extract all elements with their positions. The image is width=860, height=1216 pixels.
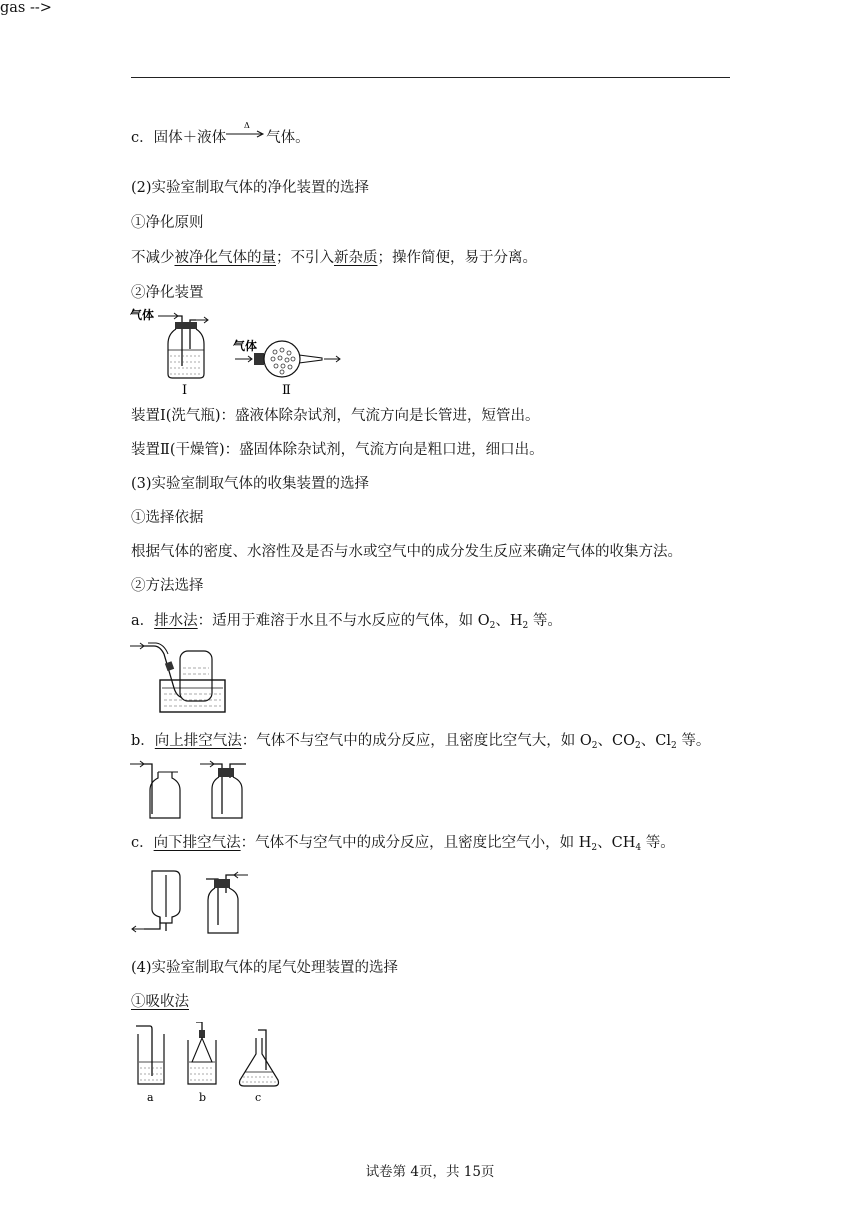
heat-reaction-line xyxy=(131,121,310,148)
absorb-label-c: c xyxy=(255,1091,262,1104)
wash-bottle-icon xyxy=(158,313,208,378)
absorb-method-heading: ①吸收法 xyxy=(131,994,189,1010)
collect-basis-text: 根据气体的密度、水溶性及是否与水或空气中的成分发生反应来确定气体的收集方法。 xyxy=(131,544,682,560)
underlined-term: 新杂质 xyxy=(334,250,378,266)
upward-bottle-1-icon xyxy=(130,761,180,818)
downward-bottle-icon xyxy=(206,872,248,933)
device-1-description: 装置Ⅰ(洗气瓶)：盛液体除杂试剂，气流方向是长管进，短管出。 xyxy=(131,408,540,424)
reaction-reactants: c．固体＋液体 xyxy=(131,130,227,146)
purification-apparatus-figure xyxy=(130,304,350,396)
gas-label: 气体 xyxy=(130,308,155,322)
method-a-line: a．排水法：适用于难溶于水且不与水反应的气体，如 $O_2$、$H_2$ 等。 xyxy=(131,613,562,631)
absorb-flask-c-icon xyxy=(240,1030,279,1086)
collect-basis-heading: ①选择依据 xyxy=(131,510,204,526)
absorb-beaker-a-icon xyxy=(136,1026,164,1084)
absorption-apparatus-figure xyxy=(130,1022,290,1104)
method-name: 向上排空气法 xyxy=(154,733,242,749)
absorb-label-b: b xyxy=(199,1091,207,1104)
device-1-label: Ⅰ xyxy=(182,383,188,396)
upward-air-displacement-figure xyxy=(130,758,270,824)
gas-label: 气体 xyxy=(233,339,258,353)
inverted-bottle-icon xyxy=(132,871,180,932)
page-footer: 试卷第 4页，共 15页 xyxy=(365,1164,495,1180)
method-name: 排水法 xyxy=(154,613,198,629)
section-3-title: (3)实验室制取气体的收集装置的选择 xyxy=(131,476,370,492)
downward-air-displacement-figure xyxy=(130,865,260,937)
method-choice-heading: ②方法选择 xyxy=(131,578,204,594)
method-name: 向下排空气法 xyxy=(153,835,241,851)
device-2-description: 装置Ⅱ(干燥管)：盛固体除杂试剂，气流方向是粗口进，细口出。 xyxy=(131,442,544,458)
purify-principle-heading: ①净化原则 xyxy=(131,215,204,231)
absorb-beaker-b-icon xyxy=(188,1022,216,1084)
section-4-title: (4)实验室制取气体的尾气处理装置的选择 xyxy=(131,960,399,976)
purify-principle-text: 不减少被净化气体的量；不引入新杂质；操作简便，易于分离。 xyxy=(131,250,537,266)
method-c-line: c．向下排空气法：气体不与空气中的成分反应，且密度比空气小，如 $H_2$、$CH_4$ 等。 xyxy=(131,835,675,853)
method-b-line: b．向上排空气法：气体不与空气中的成分反应，且密度比空气大，如 $O_2$、$CO_2$、$Cl_2$ 等。 xyxy=(131,733,711,751)
water-displacement-icon xyxy=(130,643,225,712)
absorb-label-a: a xyxy=(147,1091,154,1104)
device-2-label: Ⅱ xyxy=(282,383,291,396)
upward-bottle-2-icon xyxy=(200,761,246,818)
reaction-product: 气体。 xyxy=(266,130,310,146)
delta-symbol: Δ xyxy=(244,121,250,130)
water-displacement-figure xyxy=(130,640,230,718)
section-2-title: (2)实验室制取气体的净化装置的选择 xyxy=(131,180,370,196)
purify-device-heading: ②净化装置 xyxy=(131,285,204,301)
underlined-term: 被净化气体的量 xyxy=(174,250,276,266)
header-rule xyxy=(131,77,730,78)
heat-arrow xyxy=(226,121,266,146)
